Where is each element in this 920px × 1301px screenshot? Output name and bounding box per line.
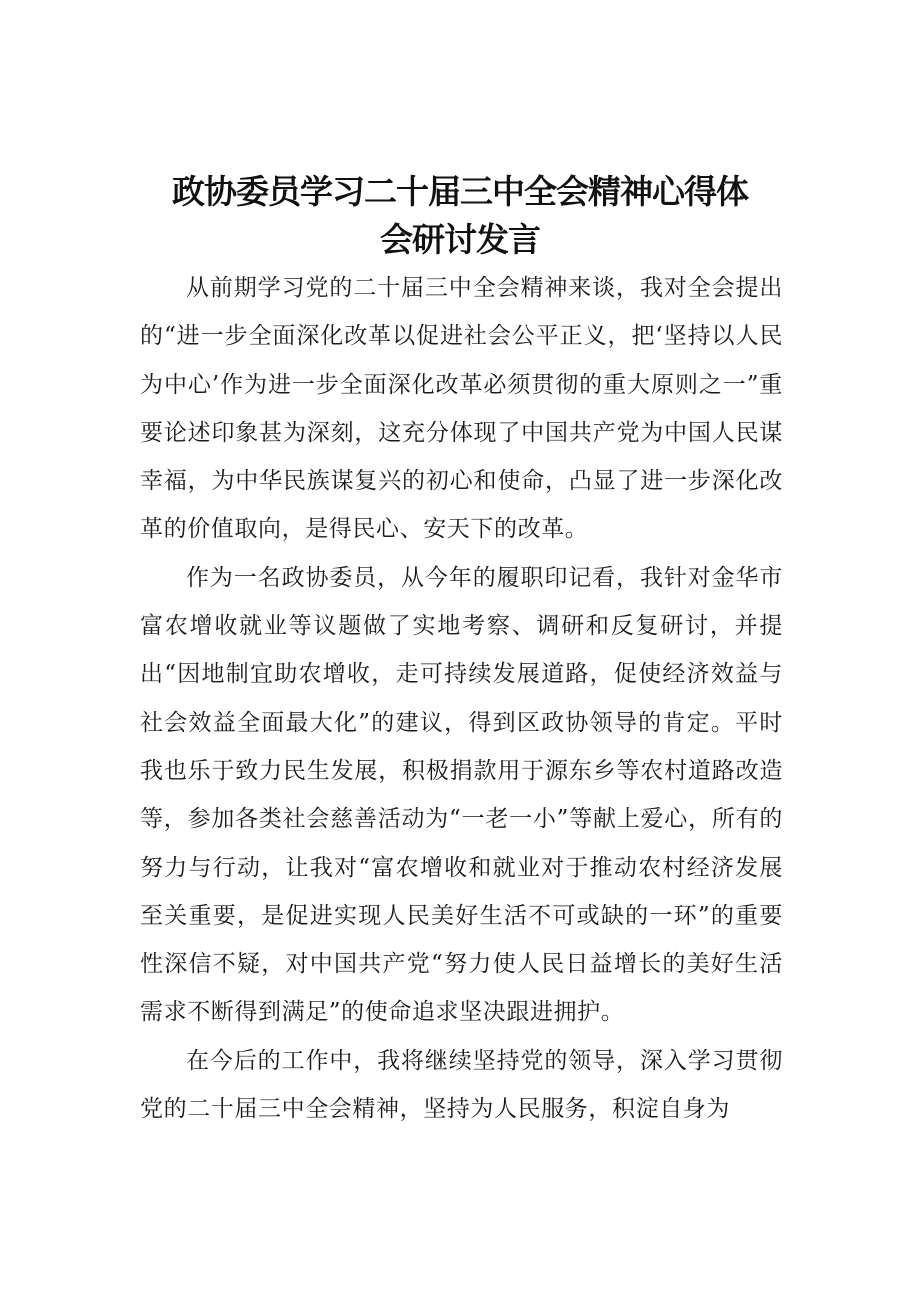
- document-title: [140, 168, 780, 264]
- title-line-1: 政协委员学习二十届三中全会精神心得体: [172, 172, 748, 212]
- paragraph-2: 作为一名政协委员，从今年的履职印记看，我针对金华市富农增收就业等议题做了实地考察、调研和反复研讨，并提出“因地制宜助农增收，走可持续发展道路，促使经济效益与社会效益全面最大化”的建议，得到区政协领导的肯定。平时我也乐于致力民生发展，积极捐款用于源东乡等农村道路改造等，参加各类社会慈善活动为“一老一小”等献上爱心，所有的努力与行动，让我对“富农增收和就业对于推动农村经济发展至关重要，是促进实现人民美好生活不可或缺的一环”的重要性深信不疑，对中国共产党“努力使人民日益增长的美好生活需求不断得到满足”的使命追求坚决跟进拥护。: [140, 564, 783, 1026]
- paragraph-1: 从前期学习党的二十届三中全会精神来谈，我对全会提出的“进一步全面深化改革以促进社会公平正义，把‘坚持以人民为中心’作为进一步全面深化改革必须贯彻的重大原则之一”重要论述印象甚为深刻，这充分体现了中国共产党为中国人民谋幸福，为中华民族谋复兴的初心和使命，凸显了进一步深化改革的价值取向，是得民心、安天下的改革。: [140, 275, 783, 543]
- title-line-2: 会研讨发言: [380, 220, 540, 260]
- document-body: [140, 264, 783, 1133]
- paragraph-3: 在今后的工作中，我将继续坚持党的领导，深入学习贯彻党的二十届三中全会精神，坚持为人民服务，积淀自身为: [140, 1047, 783, 1123]
